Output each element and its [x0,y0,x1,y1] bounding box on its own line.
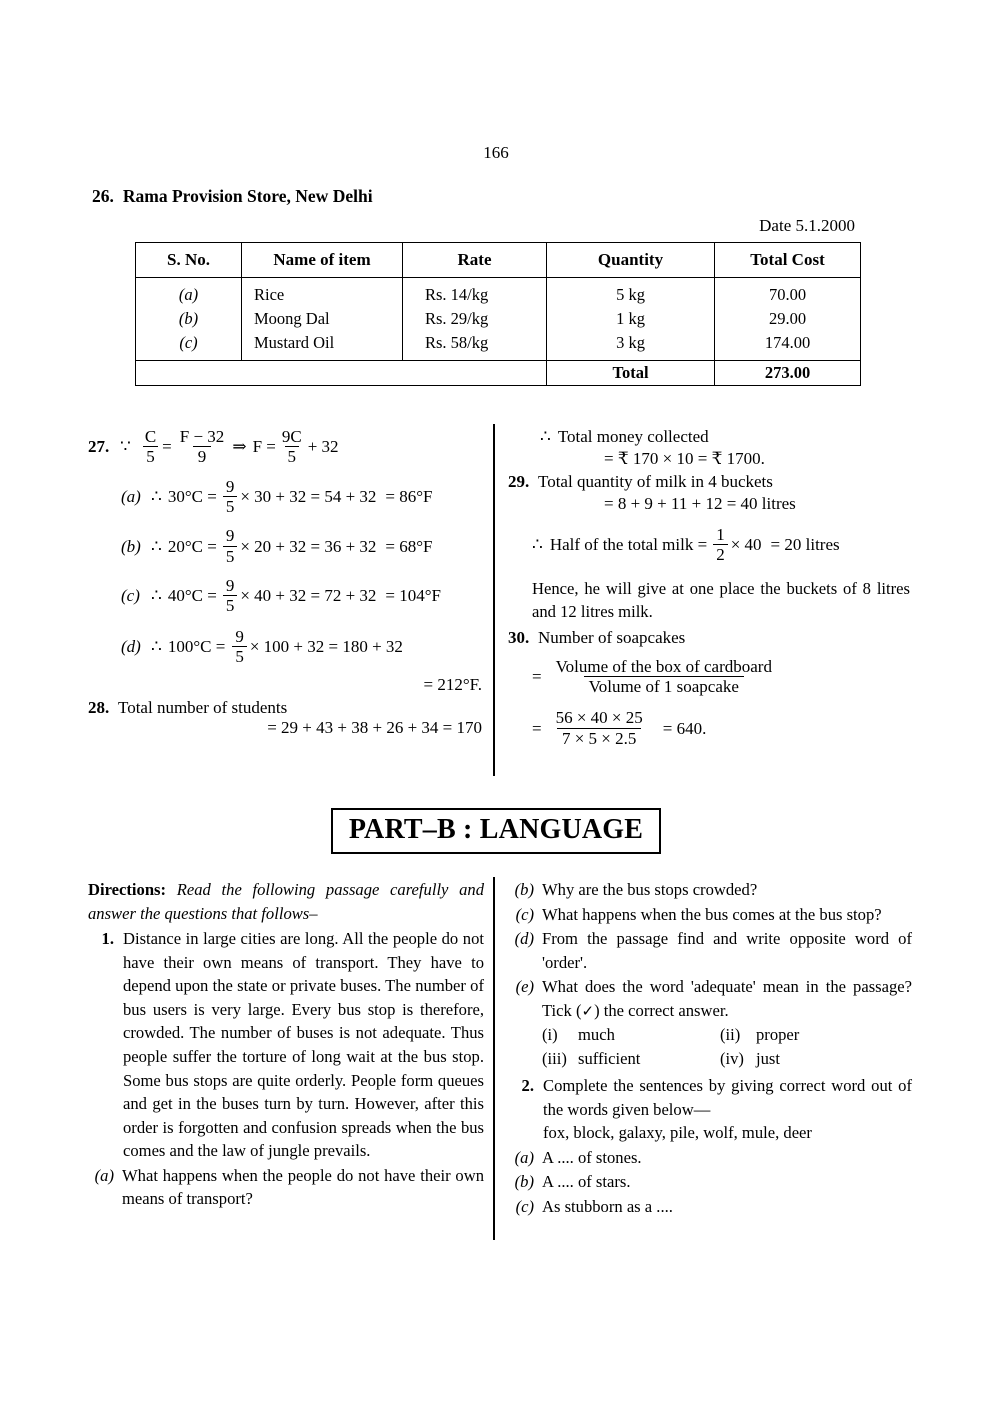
question-26-heading [92,186,373,207]
option-label: (iii) [542,1048,567,1068]
cell-sno: (b) [136,307,242,331]
question-28-continuation-line-1 [540,428,912,445]
option-row-1 [542,1023,912,1047]
column-divider-lower [493,877,495,1240]
question-27-number: 27. [88,437,110,457]
cell-quantity: 1 kg [547,307,715,331]
part-label: (b) [121,536,141,556]
cell-sno: (c) [136,331,242,361]
column-header-sno: S. No. [136,243,242,278]
question-26-number: 26. [92,186,114,206]
sub-question-text [542,975,912,1023]
cell-rate: Rs. 29/kg [403,307,547,331]
fraction-numerator: Volume of the box of cardboard [555,656,772,676]
question-27-final-result: = 212°F. [423,675,482,695]
column-divider-upper [493,424,495,776]
fraction-9-over-5 [223,478,238,516]
option-text: just [756,1048,780,1068]
question-28-line-2: = 29 + 43 + 38 + 26 + 34 = 170 [267,718,482,738]
sub-question-label: (e) [515,977,534,997]
sub-question-text: Why are the bus stops crowded? [542,880,758,899]
sub-question-label: (a) [94,1165,114,1185]
question-2-stem: Complete the sentences by giving correct word out of the words given below— [543,1076,912,1119]
directions-text: Read the following passage carefully and answer the questions that follows– [88,880,484,923]
fraction-denominator: 5 [143,446,158,465]
question-29-line-1 [508,473,912,490]
table-row [136,278,861,308]
f-equals-label: F = [252,437,276,457]
cell-quantity: 3 kg [547,331,715,361]
therefore-symbol: ∴ [151,536,162,556]
cell-sno: (a) [136,278,242,308]
cell-rate: Rs. 58/kg [403,331,547,361]
cell-total-cost: 70.00 [715,278,861,308]
fraction-9-over-5 [223,577,238,615]
fraction-numerator: 1 [716,525,725,544]
language-question-1 [88,927,484,1163]
question-2-sub-a [508,1146,912,1170]
sub-question-text: From the passage find and write opposite word of 'order'. [542,929,912,972]
question-28-line-1 [88,699,486,716]
fraction-numerator: 9 [225,575,235,595]
question-27-formula-row [88,428,486,466]
sub-question-text-before-tick: What does the word 'adequate' mean in the passage? Tick ( [542,977,912,1020]
part-expression: × 40 + 32 = 72 + 32 [240,586,377,606]
part-result: = 68°F [385,536,433,556]
cell-name: Rice [242,278,403,308]
directions-paragraph [88,878,484,925]
part-lhs: 40°C = [167,586,217,606]
sub-question-label: (c) [515,904,534,924]
language-right-column [508,878,912,1219]
half-milk-label: Half of the total milk = [549,535,708,555]
provision-store-bill-table [135,242,861,386]
fraction-denominator: 2 [713,544,728,563]
sub-question-text: What happens when the people do not have their own means of transport? [122,1165,484,1209]
fraction-numerator: 9 [235,626,244,646]
question-30-text: Number of soapcakes [538,627,686,647]
question-26-title: Rama Provision Store, New Delhi [122,186,373,206]
part-lhs: 30°C = [167,486,217,506]
fraction-numerator: C [144,427,157,446]
question-2-sub-b [508,1170,912,1194]
fraction-f-minus-32-over-9 [175,428,230,466]
therefore-symbol: ∴ [151,486,162,506]
sub-question-label: (d) [514,929,534,949]
option-label: (i) [542,1025,558,1045]
question-29-number: 29. [508,472,530,491]
question-29-hence-statement: Hence, he will give at one place the buckets of 8 litres and 12 litres milk. [532,578,910,622]
question-30-result: = 640. [662,718,707,738]
math-right-column [508,424,912,747]
cell-quantity: 5 kg [547,278,715,308]
option-ii [720,1023,799,1047]
question-2-word-bank: fox, block, galaxy, pile, wolf, mule, deer [543,1123,812,1143]
math-left-column [88,424,486,736]
sub-question-text: A .... of stars. [542,1172,631,1192]
sub-question-text: A .... of stones. [542,1147,642,1167]
part-b-banner-wrapper [0,808,992,854]
question-2-number: 2. [521,1076,534,1096]
option-text: sufficient [578,1048,641,1068]
part-b-banner: PART–B : LANGUAGE [331,808,661,854]
part-expression: × 100 + 32 = 180 + 32 [249,636,403,656]
fraction-numerator: 9 [225,476,235,496]
part-result: = 86°F [385,486,433,506]
sub-question-label: (a) [514,1147,534,1167]
sub-question-label: (b) [514,1172,534,1192]
part-lhs: 100°C = [167,636,226,656]
cell-name: Mustard Oil [242,331,403,361]
question-2-sub-c [508,1195,912,1219]
part-lhs: 20°C = [167,536,217,556]
fraction-numerator: 9C [281,427,302,446]
option-text: proper [756,1025,800,1045]
column-header-quantity: Quantity [547,243,715,278]
option-text: much [578,1025,615,1045]
table-row [136,331,861,361]
question-1-sub-a [88,1164,484,1211]
column-header-name: Name of item [242,243,403,278]
fraction-denominator: 5 [285,446,300,465]
fraction-9-over-5 [232,628,247,666]
column-header-total-cost: Total Cost [715,243,861,278]
question-28-text: Total number of students [118,698,288,718]
question-28-number: 28. [88,698,110,718]
total-label: Total [547,361,715,386]
question-1-number: 1. [101,929,114,949]
question-29-line-2: = 8 + 9 + 11 + 12 = 40 litres [604,494,796,513]
table-header-row [136,243,861,278]
because-symbol: ∵ [120,437,131,457]
fraction-9c-over-5 [279,428,305,466]
cell-total-cost: 29.00 [715,307,861,331]
half-milk-result: = 20 litres [770,535,840,555]
fraction-denominator: 5 [223,546,238,565]
question-1-passage: Distance in large cities are long. All the people do not have their own means of transport. They have to depend upon the state or private buses. The number of bus users is very large. Every bus stop is therefore, crowded. The number of buses is not adequate. Thus people suffer the torture of long wait at the bus stop. Some bus stops are quite orderly. People form queues and get in the buses turn by turn. However, after this order is forgotten and confusion spreads when the bus comes and the law of jungle prevails. [123,929,484,1161]
directions-label: Directions: [88,880,167,899]
table-total-row [136,361,861,386]
fraction-1-over-2 [713,526,728,564]
table-row [136,307,861,331]
column-header-rate: Rate [403,243,547,278]
therefore-symbol: ∴ [540,427,551,446]
cell-name: Moong Dal [242,307,403,331]
tick-icon: ✓ [581,1003,595,1020]
question-29-half-row [532,526,912,564]
part-label: (a) [121,486,141,506]
part-expression: × 20 + 32 = 36 + 32 [240,536,377,556]
fraction-numeric-ratio [551,709,648,747]
language-left-column [88,878,484,1211]
therefore-symbol: ∴ [532,535,543,555]
question-30-number: 30. [508,627,530,647]
fraction-9-over-5 [223,527,238,565]
sub-question-text-after-tick: ) the correct answer. [594,1000,729,1020]
equals-sign: = [532,718,542,738]
question-27-part-c [121,577,486,615]
part-result: = 104°F [385,586,442,606]
question-27-part-b [121,527,486,565]
cell-total-cost: 174.00 [715,331,861,361]
question-30-equation-2 [532,709,912,747]
sub-question-text: What happens when the bus comes at the bus stop? [542,904,882,924]
question-27-part-d [121,628,486,666]
equals-sign: = [162,437,172,457]
fraction-denominator: 5 [223,496,238,515]
fraction-numerator: 56 × 40 × 25 [555,708,643,728]
fraction-denominator: 5 [223,595,238,614]
question-30-equation-1 [532,658,912,696]
option-label: (ii) [720,1025,741,1045]
equals-sign: = [532,667,542,687]
question-27-part-a [121,478,486,516]
question-1-sub-e [508,975,912,1023]
option-i [542,1023,720,1047]
part-expression: × 30 + 32 = 54 + 32 [240,486,377,506]
total-row-blank-cell [136,361,547,386]
cell-rate: Rs. 14/kg [403,278,547,308]
sub-question-label: (b) [514,880,534,899]
bill-date: Date 5.1.2000 [759,216,855,235]
part-label: (c) [121,586,140,606]
question-28-continuation-line-2: = ₹ 170 × 10 = ₹ 1700. [604,449,765,468]
option-label: (iv) [720,1048,744,1068]
option-iii [542,1047,720,1071]
question-1-sub-c [508,903,912,927]
total-value: 273.00 [715,361,861,386]
question-1-sub-b [508,878,912,902]
fraction-denominator: 7 × 5 × 2.5 [557,728,641,747]
language-question-2 [508,1074,912,1121]
fraction-denominator: Volume of 1 soapcake [584,676,744,695]
fraction-denominator: 5 [232,646,247,665]
question-29-text: Total quantity of milk in 4 buckets [538,472,773,491]
page-number: 166 [483,143,509,162]
fraction-denominator: 9 [193,446,212,465]
sub-question-label: (c) [515,1197,534,1217]
fraction-numerator: F − 32 [179,427,225,446]
therefore-symbol: ∴ [151,636,162,656]
fraction-c-over-5 [142,428,159,466]
part-label: (d) [121,636,141,656]
option-row-2 [542,1047,912,1071]
question-1-sub-d [508,927,912,974]
question-30-line-1 [508,629,912,646]
sub-question-text: As stubborn as a .... [542,1197,673,1217]
total-money-collected-label: Total money collected [557,427,709,446]
therefore-symbol: ∴ [151,586,162,606]
fraction-numerator: 9 [225,526,235,546]
plus-32-term: + 32 [307,437,339,457]
option-iv [720,1047,780,1071]
implies-symbol: ⇒ [232,437,247,457]
half-milk-expression: × 40 [730,535,762,555]
fraction-volume-ratio [551,658,777,696]
